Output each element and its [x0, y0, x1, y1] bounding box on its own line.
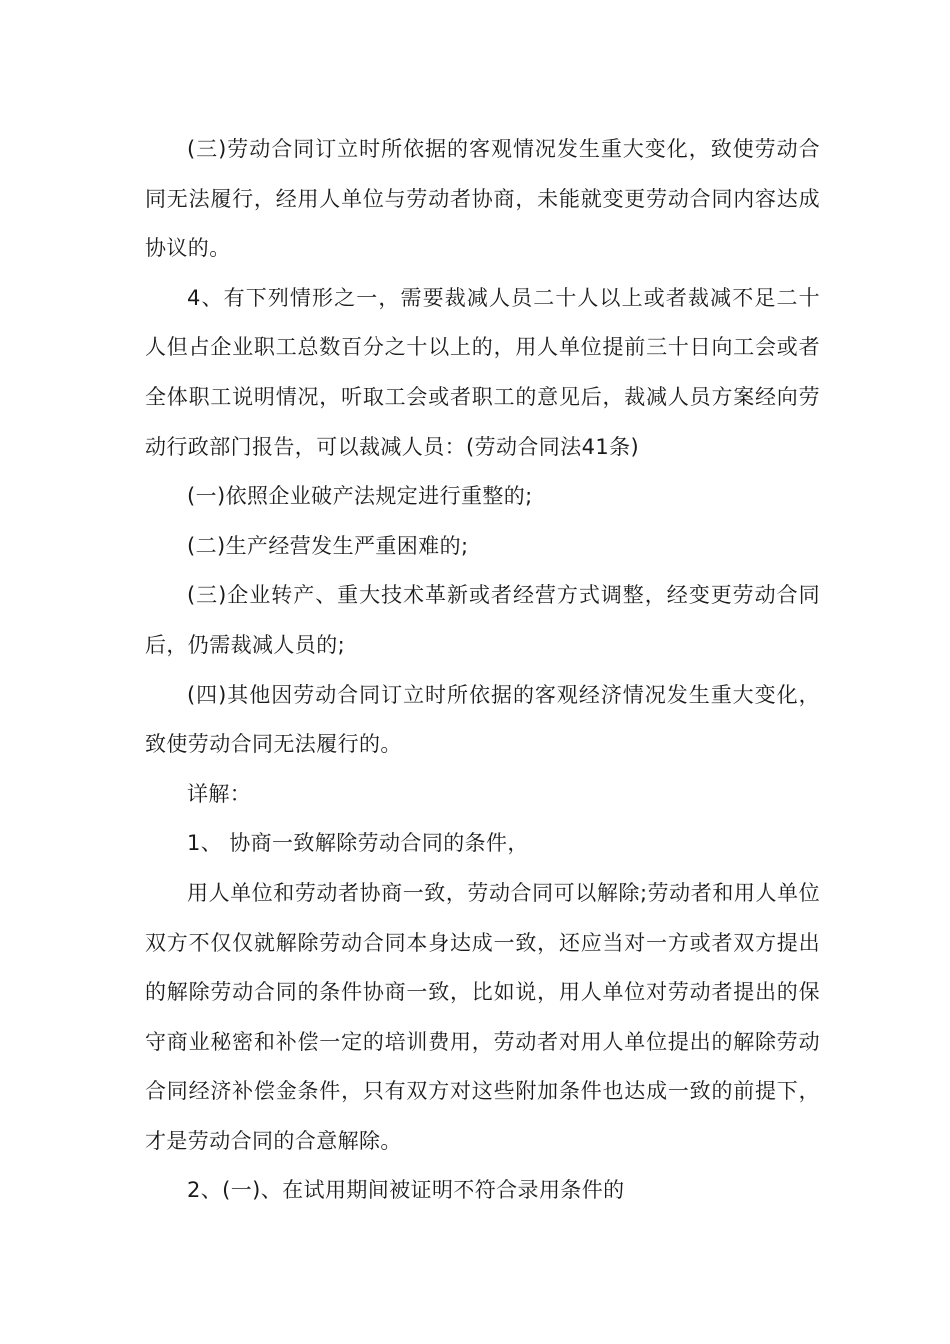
- paragraph-layoff-case-1: (一)依照企业破产法规定进行重整的;: [187, 484, 533, 509]
- paragraph-clause-3-objective-change: (三)劳动合同订立时所依据的客观情况发生重大变化，致使劳动合同无法履行，经用人单位与劳动者协商，未能就变更劳动合同内容达成协议的。: [145, 137, 820, 261]
- paragraph-layoff-case-4: (四)其他因劳动合同订立时所依据的客观经济情况发生重大变化，致使劳动合同无法履行的。: [145, 682, 820, 757]
- paragraph-mutual-termination: 用人单位和劳动者协商一致，劳动合同可以解除;劳动者和用人单位双方不仅仅就解除劳动合同本身达成一致，还应当对一方或者双方提出的解除劳动合同的条件协商一致，比如说，用人单位对劳动者提出的保守商业秘密和补偿一定的培训费用，劳动者对用人单位提出的解除劳动合同经济补偿金条件，只有双方对这些附加条件也达成一致的前提下，才是劳动合同的合意解除。: [145, 880, 820, 1153]
- paragraph-explanation-item-1: 1、 协商一致解除劳动合同的条件，: [187, 831, 529, 856]
- paragraph-layoff-case-2: (二)生产经营发生严重困难的;: [187, 533, 469, 558]
- paragraph-explanation-heading: 详解：: [187, 781, 252, 806]
- paragraph-explanation-item-2: 2、(一)、在试用期间被证明不符合录用条件的: [187, 1178, 625, 1203]
- paragraph-layoff-case-3: (三)企业转产、重大技术革新或者经营方式调整，经变更劳动合同后，仍需裁减人员的;: [145, 583, 820, 657]
- paragraph-item-4-layoffs: 4、有下列情形之一，需要裁减人员二十人以上或者裁减不足二十人但占企业职工总数百分之十以上的，用人单位提前三十日向工会或者全体职工说明情况，听取工会或者职工的意见后，裁减人员方案经向劳动行政部门报告，可以裁减人员：(劳动合同法41条): [145, 285, 820, 459]
